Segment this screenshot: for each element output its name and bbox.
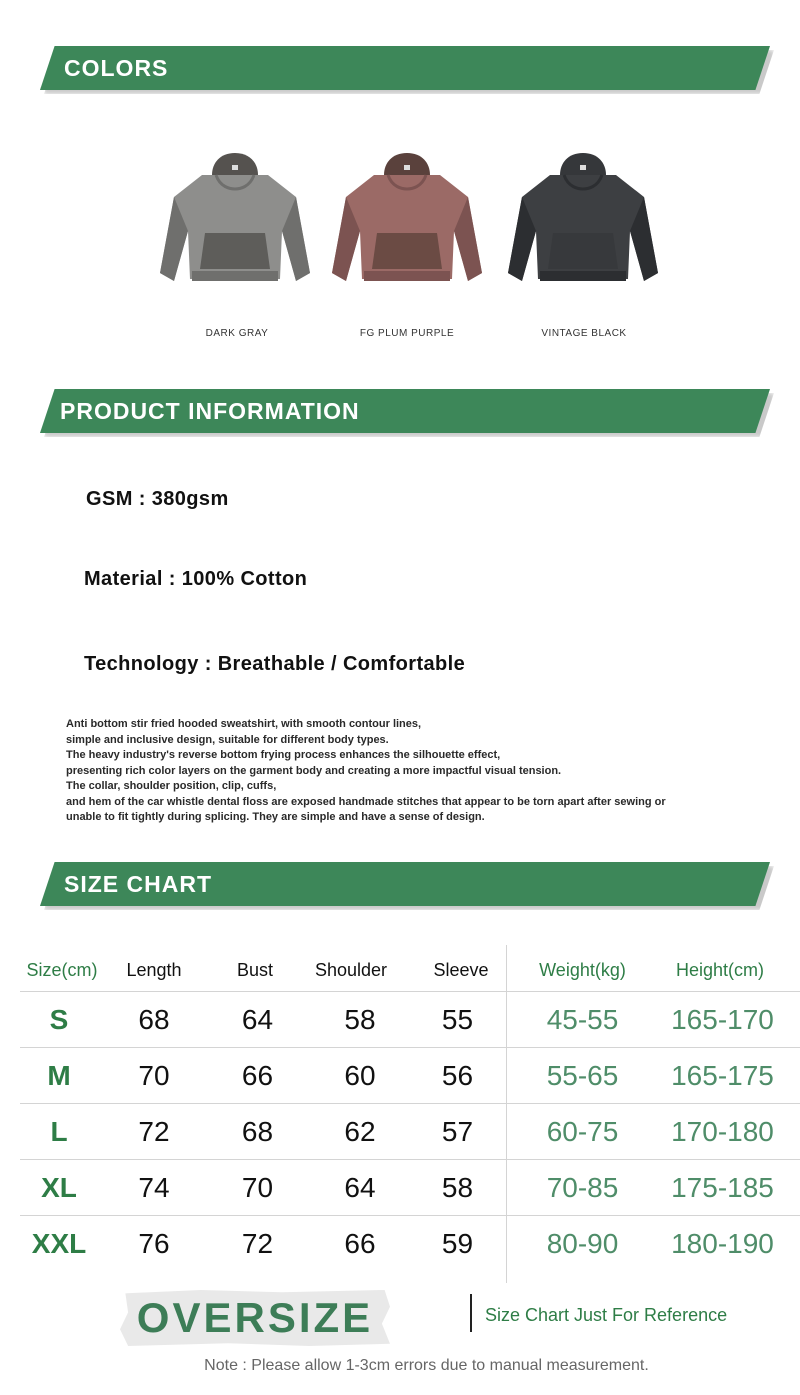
cell-bust: 72	[241, 1228, 274, 1259]
product-description: Anti bottom stir fried hooded sweatshirt, with smooth contour lines, simple and inclusive design, suitable for different body types. The heavy industry's reverse bottom frying process enhances the silhouette effect, presenting rich color layers on the garment body and creating a more impactful visual tension. The collar, shoulder position, clip, cuffs, and hem of the car whistle dental floss are exposed handmade stitches that appear to be torn apart after sewing or unable to fit tightly during splicing. They are simple and have a sense of design.	[66, 718, 666, 823]
cell-length: 72	[138, 1116, 170, 1147]
material-line: Material : 100% Cotton	[84, 568, 308, 590]
header-size: Size(cm)	[26, 960, 98, 980]
color-label-vintage-black: VINTAGE BLACK	[541, 328, 627, 339]
cell-shoulder: 66	[344, 1228, 376, 1259]
cell-height: 170-180	[671, 1116, 774, 1147]
cell-length: 76	[138, 1228, 170, 1259]
cell-bust: 70	[241, 1172, 274, 1203]
cell-height: 165-175	[671, 1060, 774, 1091]
hoodie-dark-gray-image	[150, 145, 320, 295]
cell-size: L	[50, 1116, 68, 1147]
cell-height: 165-170	[671, 1004, 774, 1035]
oversize-badge	[120, 1290, 390, 1346]
measurement-note: Note : Please allow 1-3cm errors due to manual measurement.	[204, 1357, 649, 1374]
cell-size: S	[49, 1004, 69, 1035]
cell-bust: 64	[241, 1004, 274, 1035]
header-sleeve: Sleeve	[433, 960, 489, 980]
cell-weight: 60-75	[546, 1116, 619, 1147]
cell-height: 180-190	[671, 1228, 774, 1259]
hoodie-vintage-black-image	[498, 145, 668, 295]
cell-shoulder: 62	[344, 1116, 376, 1147]
cell-size: XL	[41, 1172, 77, 1203]
header-bust: Bust	[236, 960, 274, 980]
cell-sleeve: 57	[441, 1116, 474, 1147]
color-label-dark-gray: DARK GRAY	[205, 328, 269, 339]
cell-sleeve: 58	[441, 1172, 474, 1203]
cell-shoulder: 64	[344, 1172, 376, 1203]
footer-divider	[470, 1294, 472, 1332]
cell-shoulder: 60	[344, 1060, 376, 1091]
cell-sleeve: 59	[441, 1228, 474, 1259]
colors-title: COLORS	[64, 55, 169, 81]
color-label-plum-purple: FG PLUM PURPLE	[359, 328, 455, 339]
header-weight: Weight(kg)	[539, 960, 626, 980]
table-divider	[506, 945, 507, 1283]
cell-weight: 45-55	[546, 1004, 619, 1035]
cell-weight: 80-90	[546, 1228, 619, 1259]
product-info-title: PRODUCT INFORMATION	[60, 398, 360, 424]
size-chart-banner	[40, 862, 770, 906]
reference-text: Size Chart Just For Reference	[485, 1305, 728, 1325]
cell-bust: 66	[241, 1060, 274, 1091]
hoodie-plum-purple-image	[322, 145, 492, 295]
product-info-banner	[40, 389, 770, 433]
cell-bust: 68	[241, 1116, 274, 1147]
cell-height: 175-185	[671, 1172, 774, 1203]
size-chart-title: SIZE CHART	[64, 871, 212, 897]
header-height: Height(cm)	[675, 960, 764, 980]
cell-weight: 70-85	[546, 1172, 619, 1203]
colors-banner	[40, 46, 770, 90]
cell-size: M	[47, 1060, 71, 1091]
header-length: Length	[126, 960, 182, 980]
cell-length: 74	[138, 1172, 170, 1203]
gsm-line: GSM : 380gsm	[86, 488, 229, 510]
oversize-label: OVERSIZE	[136, 1294, 374, 1341]
cell-sleeve: 55	[441, 1004, 474, 1035]
header-shoulder: Shoulder	[314, 960, 388, 980]
cell-weight: 55-65	[546, 1060, 619, 1091]
cell-shoulder: 58	[344, 1004, 376, 1035]
cell-size: XXL	[31, 1228, 87, 1259]
cell-length: 68	[138, 1004, 170, 1035]
technology-line: Technology : Breathable / Comfortable	[84, 653, 466, 675]
cell-sleeve: 56	[441, 1060, 474, 1091]
cell-length: 70	[138, 1060, 170, 1091]
